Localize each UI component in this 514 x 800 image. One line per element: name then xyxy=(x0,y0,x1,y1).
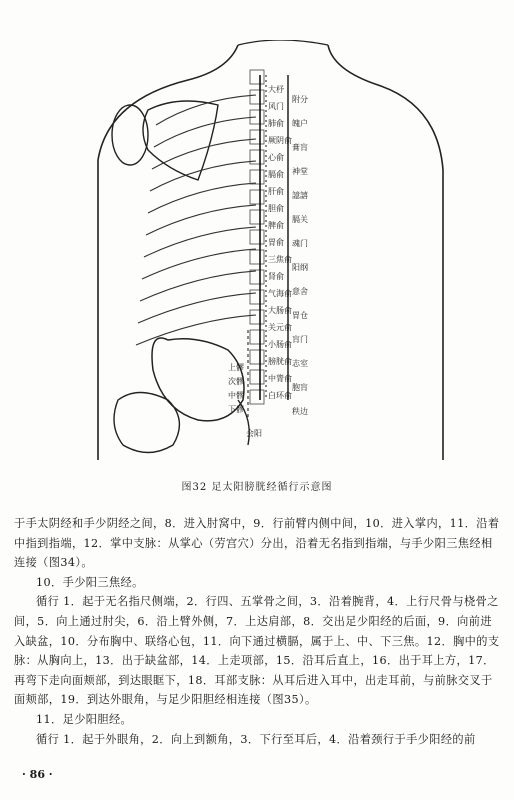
vertebra xyxy=(250,330,264,344)
inner-point-label: 肝俞 xyxy=(268,187,284,196)
outer-point-label: 魂门 xyxy=(292,239,308,248)
neck-outline xyxy=(238,40,328,45)
inner-point-label: 三焦俞 xyxy=(268,255,292,264)
inner-point-label: 小肠俞 xyxy=(268,340,292,349)
rib xyxy=(140,271,256,301)
rib xyxy=(154,117,256,147)
outer-point-label: 胃仓 xyxy=(292,311,308,320)
inner-point-label: 胆俞 xyxy=(268,204,284,213)
inner-point-label: 风门 xyxy=(268,102,284,111)
paragraph-3: 循行 1．起于外眼角，2．向上到额角，3．下行至耳后，4．沿着颈行于手少阳经的前 xyxy=(36,732,476,746)
huiyang-label: 会阳 xyxy=(246,429,262,438)
rib xyxy=(142,249,256,279)
vertebra xyxy=(250,370,264,384)
section-heading-11: 11．足少阳胆经。 xyxy=(36,712,133,726)
inner-point-label: 白环俞 xyxy=(268,391,292,400)
sacral-point-label: 下髎 xyxy=(228,405,244,414)
outer-point-label: 附分 xyxy=(292,95,308,104)
vertebra xyxy=(250,270,264,284)
rib xyxy=(136,315,256,345)
inner-point-label: 肺俞 xyxy=(268,119,284,128)
vertebra xyxy=(250,170,264,184)
paragraph-2: 循行 1．起于无名指尺侧端，2．行四、五掌骨之间，3．沿着腕背，4．上行尺骨与桡骨之间，5．向上通过肘尖，6．沿上臂外侧，7．上达肩部，8．交出足少阳经的后面，9．向前进入缺盆，10．分布胸中、联络心包，11．向下通过横膈，属于上、中、下三焦。12．胸中的支脉：从胸向上，13．出于缺盆部，14．上走项部，15．沿耳后直上，16．出于耳上方，17．再弯下走向面颊部，到达眼眶下，18．耳部支脉：从耳后进入耳中，出走耳前，与前脉交叉于面颊部，19．到达外眼角，与足少阳胆经相连接（图35）。 xyxy=(14,595,500,707)
outer-point-label: 神堂 xyxy=(292,167,308,176)
outer-point-label: 阳纲 xyxy=(292,263,308,272)
outer-point-label: 魄户 xyxy=(292,119,308,128)
vertebra xyxy=(250,390,264,404)
vertebra xyxy=(250,290,264,304)
inner-point-label: 膈俞 xyxy=(268,170,284,179)
vertebra xyxy=(250,350,264,364)
outer-point-label: 膏肓 xyxy=(292,143,308,152)
paragraph-1: 于手太阴经和手少阴经之间，8．进入肘窝中，9．行前臂内侧中间，10．进入掌内，11．沿着中指到指端，12．掌中支脉：从掌心（劳宫穴）分出，沿着无名指到指端，与手少阳三焦经相连接（图34）。 xyxy=(14,517,500,570)
page-number: · 86 · xyxy=(22,768,53,781)
vertebra xyxy=(250,230,264,244)
inner-point-label: 脾俞 xyxy=(268,221,284,230)
femur-head xyxy=(114,393,179,453)
ribs xyxy=(136,95,256,345)
vertebra xyxy=(250,70,264,84)
inner-point-label: 厥阴俞 xyxy=(268,136,292,145)
sacral-point-label: 中髎 xyxy=(228,391,244,400)
inner-point-label: 肾俞 xyxy=(268,272,284,281)
vertebra xyxy=(250,190,264,204)
outer-point-label: 意舍 xyxy=(292,287,308,296)
vertebra xyxy=(250,310,264,324)
meridian-figure xyxy=(78,40,448,460)
inner-point-label: 心俞 xyxy=(268,153,284,162)
inner-point-label: 关元俞 xyxy=(268,323,292,332)
inner-point-label: 胃俞 xyxy=(268,238,284,247)
inner-point-label: 气海俞 xyxy=(268,289,292,298)
inner-point-label: 膀胱俞 xyxy=(268,357,292,366)
spine xyxy=(250,70,264,404)
vertebra xyxy=(250,210,264,224)
rib xyxy=(144,227,256,257)
outer-point-label: 志室 xyxy=(292,359,308,368)
body-text xyxy=(14,514,500,749)
outer-point-label: 譩譆 xyxy=(292,191,308,200)
outer-point-label: 膈关 xyxy=(292,215,308,224)
outer-point-label: 肓门 xyxy=(292,335,308,344)
outer-point-label: 秩边 xyxy=(292,407,308,416)
inner-point-label: 中膂俞 xyxy=(268,374,292,383)
rib xyxy=(146,205,256,235)
vertebra xyxy=(250,250,264,264)
figure-caption: 图32 足太阳膀胱经循行示意图 xyxy=(181,482,333,493)
rib xyxy=(148,183,256,213)
inner-point-label: 大杼 xyxy=(268,85,284,94)
vertebra xyxy=(250,130,264,144)
section-heading-10: 10．手少阳三焦经。 xyxy=(36,575,144,589)
vertebra xyxy=(250,150,264,164)
outer-point-label: 胞肓 xyxy=(292,383,308,392)
sacral-point-label: 次髎 xyxy=(228,377,244,386)
sacral-point-labels xyxy=(228,362,244,414)
rib xyxy=(156,95,256,125)
sacral-point-label: 上髎 xyxy=(228,363,244,372)
humerus-head xyxy=(112,105,148,165)
outer-point-labels xyxy=(292,94,308,416)
inner-point-label: 大肠俞 xyxy=(268,306,292,315)
rib xyxy=(138,293,256,323)
back-anatomy-illustration xyxy=(78,40,448,460)
vertebra xyxy=(250,90,264,104)
